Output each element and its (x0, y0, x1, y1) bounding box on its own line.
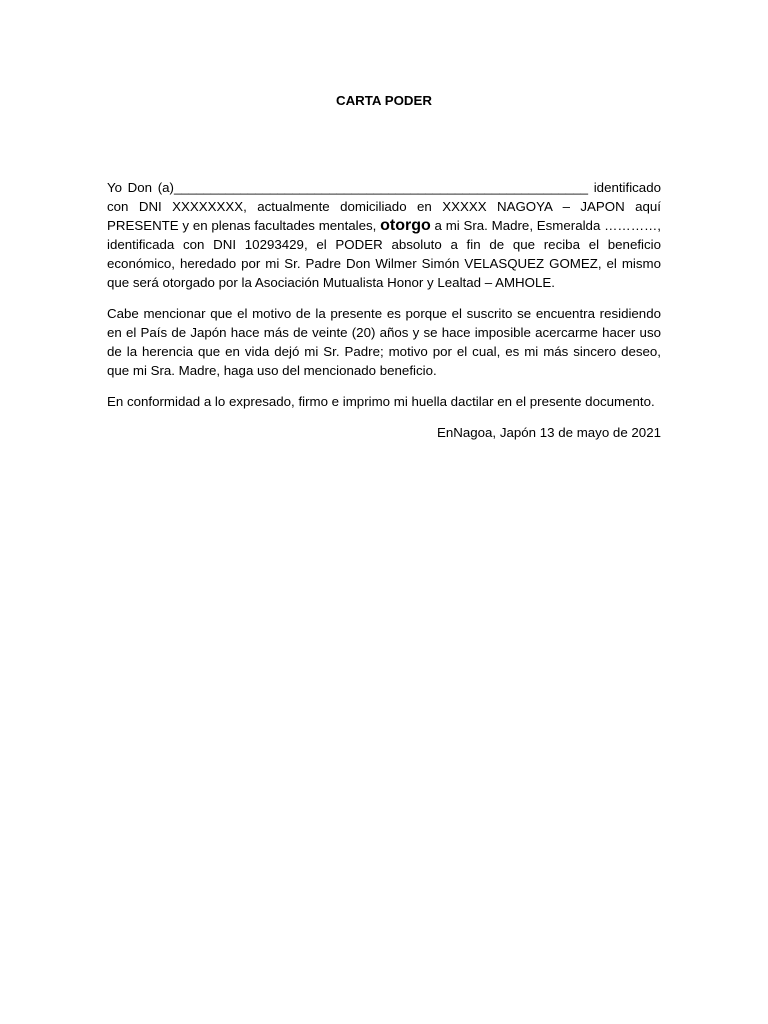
grantor-intro: Yo Don (a) (107, 180, 174, 195)
paragraph-grant (107, 178, 661, 292)
document-title: CARTA PODER (335, 93, 433, 108)
grantor-details: identificado con DNI XXXXXXXX, actualmente domiciliado en XXXXX NAGOYA – JAPON aquí PRESENTE y en plenas facultades mentales, (107, 180, 661, 233)
place-date: EnNagoa, Japón 13 de mayo de 2021 (436, 425, 661, 440)
paragraph-reason: Cabe mencionar que el motivo de la presente es porque el suscrito se encuentra residiendo en el País de Japón hace más de veinte (20) años y se hace imposible acercarme hacer uso de la herencia que en vida dejó mi Sr. Padre; motivo por el cual, es mi más sincero deseo, que mi Sra. Madre, haga uso del mencionado beneficio. (107, 306, 661, 378)
grant-keyword: otorgo (380, 217, 431, 234)
name-blank-line: ________________________________________________________ (173, 180, 589, 195)
grant-details: a mi Sra. Madre, Esmeralda …………, identificada con DNI 10293429, el PODER absoluto a fin de que reciba el beneficio económico, heredado por mi Sr. Padre Don Wilmer Simón VELASQUEZ GOMEZ, el mismo que será otorgado por la Asociación Mutualista Honor y Lealtad – AMHOLE. (107, 218, 661, 290)
paragraph-conformity: En conformidad a lo expresado, firmo e imprimo mi huella dactilar en el presente documento. (107, 394, 655, 409)
document-body (107, 178, 661, 454)
